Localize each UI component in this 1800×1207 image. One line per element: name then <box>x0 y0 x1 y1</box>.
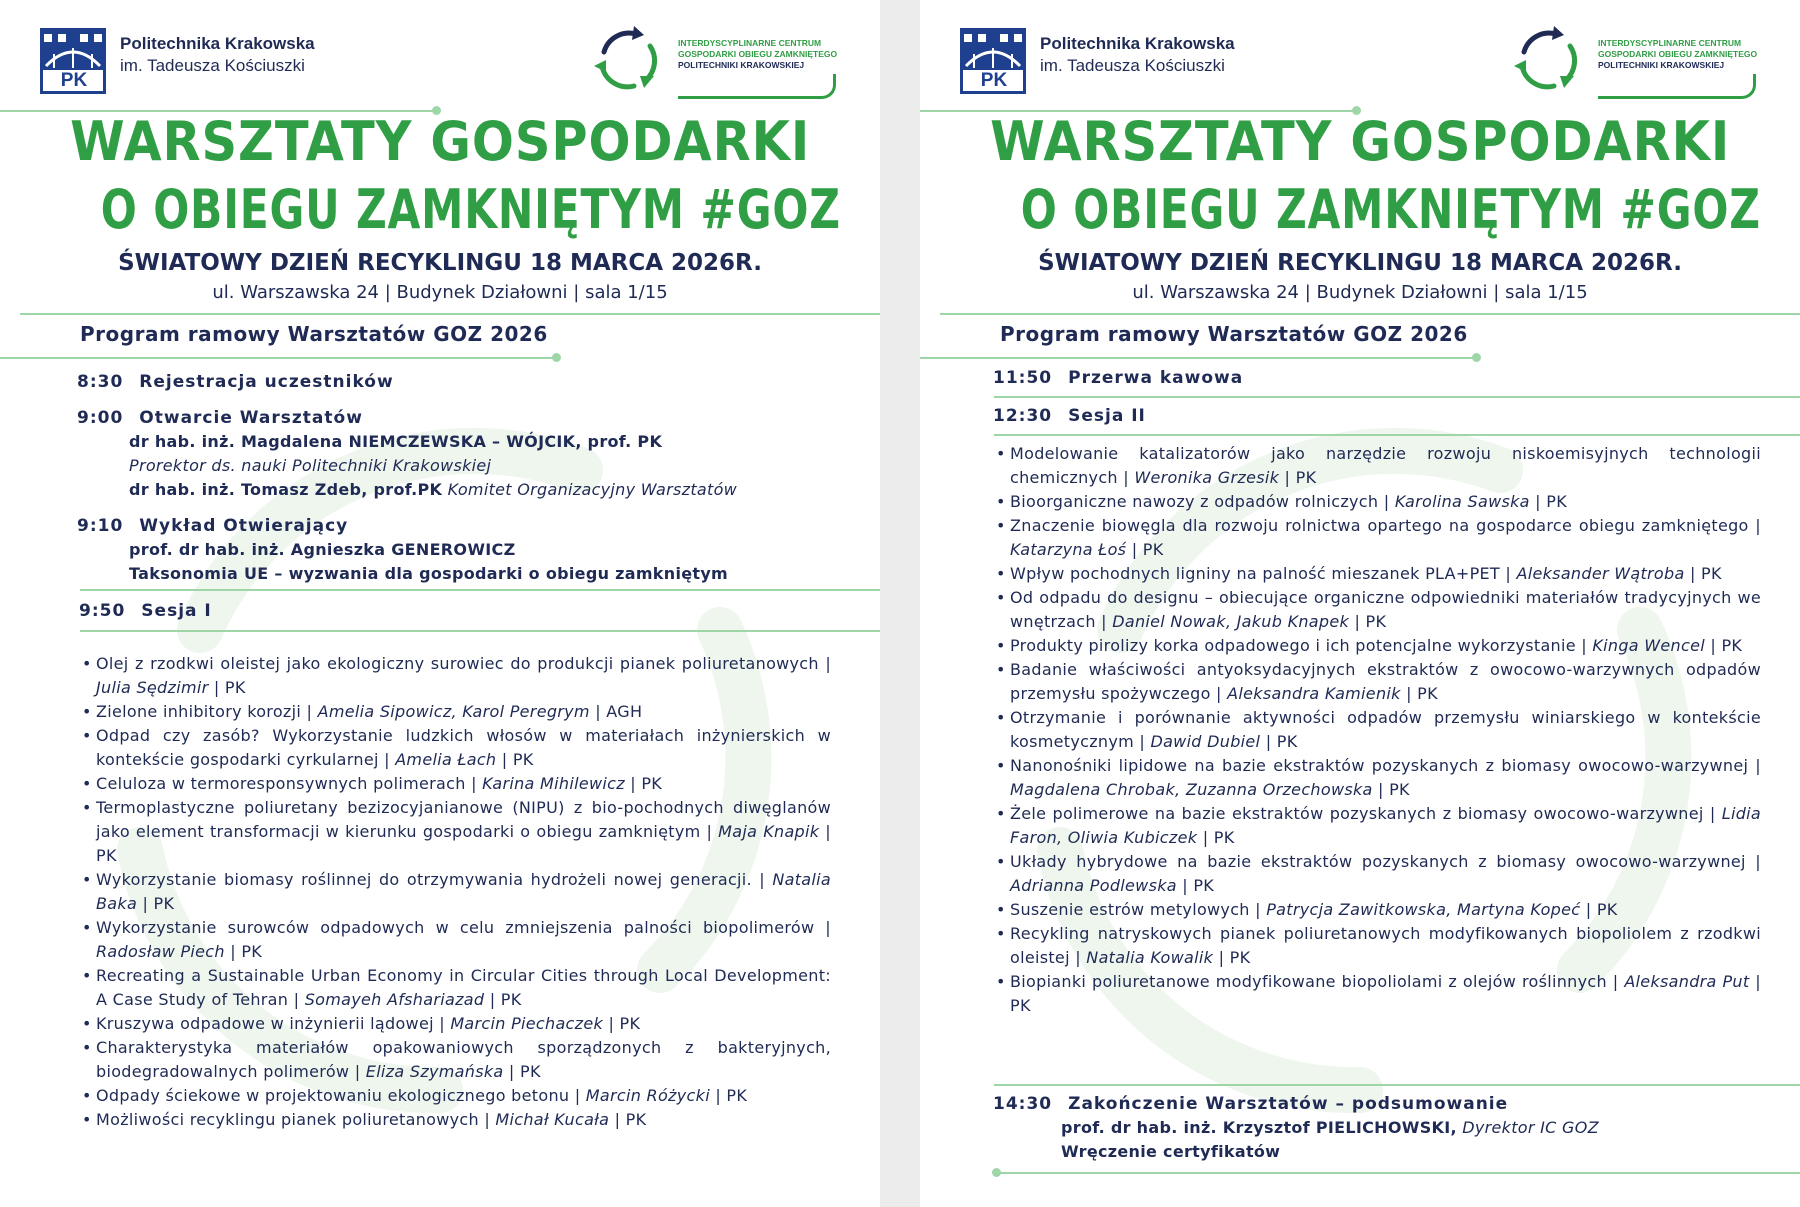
talk-affiliation: | PK <box>503 1062 541 1081</box>
divider <box>994 434 1800 436</box>
talk-title: Kruszywa odpadowe w inżynierii lądowej <box>96 1014 434 1033</box>
talk-item <box>79 772 831 796</box>
talk-separator: | <box>814 918 831 937</box>
event-address: ul. Warszawska 24 | Budynek Działowni | sala 1/15 <box>1132 282 1588 303</box>
talk-authors: Daniel Nowak, Jakub Knapek <box>1112 612 1350 631</box>
talk-authors: Katarzyna Łoś <box>1010 540 1127 559</box>
talk-affiliation: | PK <box>603 1014 641 1033</box>
talk-affiliation: | PK <box>1400 684 1438 703</box>
agenda-session2 <box>993 406 1146 426</box>
talk-title: Wykorzystanie biomasy roślinnej do otrzymywania hydrożeli nowej generacji. <box>96 870 752 889</box>
talk-item <box>993 562 1761 586</box>
speaker-name: prof. dr hab. inż. Krzysztof PIELICHOWSKI, <box>1061 1118 1457 1137</box>
divider <box>80 589 880 591</box>
program-page-right <box>920 0 1800 1207</box>
divider-dot <box>1472 353 1481 362</box>
speaker-role: Dyrektor IC GOZ <box>1462 1118 1599 1137</box>
center-name-line2: GOSPODARKI OBIEGU ZAMKNIĘTEGO <box>678 49 838 59</box>
talk-affiliation: | PK <box>1684 564 1722 583</box>
program-heading: Program ramowy Warsztatów GOZ 2026 <box>80 322 548 346</box>
talk-affiliation: | PK <box>624 774 663 793</box>
talk-authors: Eliza Szymańska <box>365 1062 504 1081</box>
talk-separator: | <box>1575 636 1593 655</box>
talk-item <box>993 802 1761 850</box>
talk-title: Układy hybrydowe na bazie ekstraktów pozyskanych z biomasy owocowo-warzywnej <box>1010 852 1746 871</box>
talk-authors: Patrycja Zawitkowska, Martyna Kopeć <box>1266 900 1581 919</box>
divider <box>80 630 880 632</box>
divider <box>920 357 1476 359</box>
center-name-line1: INTERDYSCYPLINARNE CENTRUM <box>1598 38 1742 48</box>
talk-title: Badanie właściwości antyoksydacyjnych ekstraktów z owocowo-warzywnych odpadów przemysłu spożywczego <box>1010 660 1761 703</box>
talk-affiliation: | PK <box>1372 780 1410 799</box>
event-title-line1: WARSZTATY GOSPODARKI <box>990 110 1730 173</box>
talk-title: Wpływ pochodnych ligniny na palność mieszanek PLA+PET <box>1010 564 1501 583</box>
talk-separator: | <box>1210 684 1228 703</box>
event-title-line1: WARSZTATY GOSPODARKI <box>70 110 810 173</box>
talk-item <box>993 514 1761 562</box>
event-subtitle: ŚWIATOWY DZIEŃ RECYKLINGU 18 MARCA 2026R. <box>1038 250 1682 276</box>
agenda-label: Otwarcie Warsztatów <box>139 408 363 428</box>
divider <box>20 313 880 315</box>
agenda-coffee-break <box>993 368 1243 388</box>
talk-item <box>79 724 831 772</box>
university-name-line2: im. Tadeusza Kościuszki <box>1040 56 1225 75</box>
event-title-line2: O OBIEGU ZAMKNIĘTYM #GOZ <box>100 178 841 241</box>
talk-title: Od odpadu do designu – obiecujące organiczne odpowiedniki materiałów tradycyjnych we wnętrzach <box>1010 588 1761 631</box>
talk-title: Celuloza w termoresponsywnych polimerach <box>96 774 466 793</box>
center-name-line3: POLITECHNIKI KRAKOWSKIEJ <box>678 60 805 70</box>
talk-title: Termoplastyczne poliuretany bezizocyjanianowe (NIPU) z bio-pochodnych diwęglanów jako element transformacji w kierunku gospodarki o obiegu zamkniętym <box>96 798 831 841</box>
session2-talk-list <box>993 442 1761 1018</box>
university-name-line2: im. Tadeusza Kościuszki <box>120 56 305 75</box>
agenda-time: 12:30 <box>993 406 1053 426</box>
talk-separator: | <box>1069 948 1087 967</box>
talk-item <box>79 916 831 964</box>
talk-authors: Radosław Piech <box>96 942 225 961</box>
talk-authors: Marcin Różycki <box>585 1086 710 1105</box>
talk-authors: Maja Knapik <box>718 822 820 841</box>
talk-authors: Karolina Sawska <box>1394 492 1530 511</box>
talk-item <box>993 586 1761 634</box>
divider-dot <box>992 1168 1001 1177</box>
speaker-role: Prorektor ds. nauki Politechniki Krakowskiej <box>129 456 492 475</box>
talk-title: Suszenie estrów metylowych <box>1010 900 1250 919</box>
talk-separator: | <box>301 702 318 721</box>
talk-title: Znaczenie biowęgla dla rozwoju rolnictwa opartego na gospodarce obiegu zamkniętego <box>1010 516 1749 535</box>
pk-logo-text: PK <box>60 70 88 91</box>
university-name-line1: Politechnika Krakowska <box>1040 34 1235 53</box>
talk-authors: Karina Mihilewicz <box>482 774 625 793</box>
event-address: ul. Warszawska 24 | Budynek Działowni | sala 1/15 <box>212 282 668 303</box>
talk-affiliation: | AGH <box>589 702 643 721</box>
agenda-label: Przerwa kawowa <box>1068 368 1244 388</box>
talk-item <box>79 964 831 1012</box>
talk-authors: Marcin Piechaczek <box>450 1014 604 1033</box>
talk-title: Produkty pirolizy korka odpadowego i ich potencjalne wykorzystanie <box>1010 636 1576 655</box>
talk-separator: | <box>378 750 396 769</box>
program-heading: Program ramowy Warsztatów GOZ 2026 <box>1000 322 1468 346</box>
talk-item <box>79 796 831 868</box>
talk-authors: Weronika Grzesik <box>1134 468 1280 487</box>
talk-separator: | <box>1117 468 1135 487</box>
talk-separator: | <box>818 654 832 673</box>
talk-title: Recreating a Sustainable Urban Economy in Circular Cities through Local Development: A Case Study of Tehran <box>96 966 831 1009</box>
center-name-line1: INTERDYSCYPLINARNE CENTRUM <box>678 38 822 48</box>
talk-item <box>79 652 831 700</box>
talk-title: Recykling natryskowych pianek poliuretanowych modyfikowanych biopoliolem z rzodkwi oleistej <box>1010 924 1761 967</box>
talk-authors: Aleksandra Put <box>1624 972 1750 991</box>
talk-item <box>993 490 1761 514</box>
talk-authors: Somayeh Afshariazad <box>304 990 485 1009</box>
center-underline <box>678 74 836 99</box>
talk-affiliation: | PK <box>1176 876 1215 895</box>
center-name-line2: GOSPODARKI OBIEGU ZAMKNIĘTEGO <box>1598 49 1758 59</box>
talk-title: Otrzymanie i porównanie aktywności odpadów przemysłu winiarskiego w kontekście kosmetycznym <box>1010 708 1761 751</box>
talk-separator: | <box>288 990 305 1009</box>
talk-authors: Magdalena Chrobak, Zuzanna Orzechowska <box>1010 780 1373 799</box>
talk-title: Biopianki poliuretanowe modyfikowane biopoliolami z olejów roślinnych <box>1010 972 1607 991</box>
circular-economy-logo-icon <box>590 22 666 98</box>
center-name <box>678 38 837 71</box>
speaker-role: Komitet Organizacyjny Warsztatów <box>447 480 738 499</box>
talk-affiliation: | PK <box>1197 828 1235 847</box>
talk-title: Olej z rzodkwi oleistej jako ekologiczny surowiec do produkcji pianek poliuretanowych <box>96 654 819 673</box>
talk-separator: | <box>751 870 773 889</box>
agenda-label: Sesja I <box>141 601 212 621</box>
agenda-label: Rejestracja uczestników <box>139 372 394 392</box>
university-name-line1: Politechnika Krakowska <box>120 34 315 53</box>
talk-separator: | <box>433 1014 451 1033</box>
lecture-topic: Taksonomia UE – wyzwania dla gospodarki o obiegu zamkniętym <box>129 564 729 583</box>
talk-item <box>79 1108 831 1132</box>
agenda-time: 11:50 <box>993 368 1053 388</box>
divider <box>994 1084 1800 1086</box>
talk-separator: | <box>465 774 483 793</box>
center-name-line3: POLITECHNIKI KRAKOWSKIEJ <box>1598 60 1725 70</box>
talk-separator: | <box>1748 516 1762 535</box>
speaker-name: prof. dr hab. inż. Agnieszka GENEROWICZ <box>129 540 516 559</box>
talk-authors: Adrianna Podlewska <box>1010 876 1177 895</box>
talk-separator: | <box>1378 492 1395 511</box>
agenda-label: Sesja II <box>1068 406 1146 426</box>
talk-authors: Natalia Baka <box>96 870 831 913</box>
agenda-time: 8:30 <box>77 372 124 392</box>
talk-item <box>79 1012 831 1036</box>
talk-separator: | <box>1745 852 1761 871</box>
talk-item <box>993 634 1761 658</box>
center-name <box>1598 38 1757 71</box>
agenda-time: 9:10 <box>77 516 124 536</box>
talk-title: Bioorganiczne nawozy z odpadów rolniczych <box>1010 492 1379 511</box>
talk-affiliation: | PK <box>1349 612 1387 631</box>
talk-authors: Aleksandra Kamienik <box>1227 684 1401 703</box>
talk-title: Żele polimerowe na bazie ekstraktów pozyskanych z biomasy owocowo-warzywnej <box>1010 804 1704 823</box>
talk-authors: Julia Sędzimir <box>96 678 209 697</box>
talk-authors: Michał Kucała <box>495 1110 610 1129</box>
divider <box>994 396 1800 398</box>
center-underline <box>1598 74 1756 99</box>
talk-title: Wykorzystanie surowców odpadowych w celu zmniejszenia palności biopolimerów <box>96 918 815 937</box>
talk-affiliation: | PK <box>1529 492 1567 511</box>
speaker-name: dr hab. inż. Magdalena NIEMCZEWSKA – WÓJCIK, prof. PK <box>129 432 663 451</box>
agenda-label: Zakończenie Warsztatów – podsumowanie <box>1068 1094 1509 1114</box>
talk-item <box>79 700 831 724</box>
talk-title: Odpady ściekowe w projektowaniu ekologicznego betonu <box>96 1086 570 1105</box>
talk-title: Zielone inhibitory korozji <box>96 702 302 721</box>
divider <box>0 357 556 359</box>
talk-separator: | <box>1133 732 1151 751</box>
talk-title: Nanonośniki lipidowe na bazie ekstraktów pozyskanych z biomasy owocowo-warzywnej <box>1010 756 1749 775</box>
session1-talk-list <box>79 652 831 1132</box>
talk-affiliation: | PK <box>609 1110 647 1129</box>
talk-authors: Lidia Faron, Oliwia Kubiczek <box>1010 804 1761 847</box>
agenda-lecture <box>77 516 348 536</box>
talk-title: Możliwości recyklingu pianek poliuretanowych <box>96 1110 479 1129</box>
talk-affiliation: | PK <box>96 822 831 865</box>
talk-affiliation: | PK <box>709 1086 748 1105</box>
speaker-name: dr hab. inż. Tomasz Zdeb, prof.PK <box>129 480 443 499</box>
talk-affiliation: | PK <box>1704 636 1743 655</box>
talk-item <box>79 1036 831 1084</box>
agenda-session1 <box>79 601 212 621</box>
divider <box>940 313 1800 315</box>
university-name <box>1040 34 1300 76</box>
talk-title: Odpad czy zasób? Wykorzystanie ludzkich włosów w materiałach inżynierskich w kontekście gospodarki cyrkularnej <box>96 726 831 769</box>
pk-logo-text: PK <box>980 70 1008 91</box>
talk-affiliation: | PK <box>137 894 175 913</box>
talk-authors: Kinga Wencel <box>1592 636 1705 655</box>
talk-separator: | <box>1703 804 1722 823</box>
speaker-line <box>129 480 737 499</box>
talk-authors: Dawid Dubiel <box>1150 732 1261 751</box>
divider <box>994 1172 1800 1174</box>
certificates-label: Wręczenie certyfikatów <box>1061 1142 1281 1161</box>
talk-authors: Amelia Łach <box>395 750 497 769</box>
talk-item <box>79 1084 831 1108</box>
talk-affiliation: | PK <box>1260 732 1298 751</box>
agenda-opening <box>77 408 363 428</box>
talk-authors: Amelia Sipowicz, Karol Peregrym <box>317 702 590 721</box>
university-name <box>120 34 380 76</box>
talk-item <box>993 658 1761 706</box>
divider-dot <box>552 353 561 362</box>
talk-affiliation: | PK <box>208 678 246 697</box>
talk-affiliation: | PK <box>1279 468 1317 487</box>
talk-affiliation: | PK <box>484 990 522 1009</box>
talk-affiliation: | PK <box>1580 900 1618 919</box>
talk-separator: | <box>1606 972 1625 991</box>
agenda-time: 14:30 <box>993 1094 1053 1114</box>
talk-affiliation: | PK <box>224 942 263 961</box>
event-subtitle: ŚWIATOWY DZIEŃ RECYKLINGU 18 MARCA 2026R. <box>118 250 762 276</box>
talk-affiliation: | PK <box>1010 972 1761 1015</box>
talk-affiliation: | PK <box>496 750 534 769</box>
talk-separator: | <box>1249 900 1267 919</box>
talk-separator: | <box>569 1086 586 1105</box>
talk-separator: | <box>700 822 719 841</box>
agenda-time: 9:00 <box>77 408 124 428</box>
talk-title: Charakterystyka materiałów opakowaniowych sporządzonych z bakteryjnych, biodegradowalnych polimerów <box>96 1038 831 1081</box>
talk-separator: | <box>478 1110 496 1129</box>
talk-separator: | <box>349 1062 366 1081</box>
talk-separator: | <box>1748 756 1761 775</box>
agenda-label: Wykład Otwierający <box>139 516 349 536</box>
talk-item <box>993 850 1761 898</box>
talk-separator: | <box>1500 564 1517 583</box>
agenda-time: 9:50 <box>79 601 126 621</box>
agenda-closing <box>993 1094 1508 1114</box>
talk-item <box>993 754 1761 802</box>
talk-item <box>79 868 831 916</box>
talk-item <box>993 898 1761 922</box>
speaker-line <box>1061 1118 1599 1137</box>
talk-item <box>993 922 1761 970</box>
talk-title: Modelowanie katalizatorów jako narzędzie rozwoju niskoemisyjnych technologii chemicznych <box>1010 444 1761 487</box>
talk-affiliation: | PK <box>1213 948 1251 967</box>
talk-item <box>993 706 1761 754</box>
talk-authors: Natalia Kowalik <box>1086 948 1214 967</box>
talk-affiliation: | PK <box>1126 540 1164 559</box>
talk-item <box>993 970 1761 1018</box>
talk-item <box>993 442 1761 490</box>
talk-separator: | <box>1095 612 1113 631</box>
agenda-registration <box>77 372 394 392</box>
event-title-line2: O OBIEGU ZAMKNIĘTYM #GOZ <box>1020 178 1761 241</box>
circular-economy-logo-icon <box>1510 22 1586 98</box>
talk-authors: Aleksander Wątroba <box>1516 564 1685 583</box>
program-page-left <box>0 0 880 1207</box>
